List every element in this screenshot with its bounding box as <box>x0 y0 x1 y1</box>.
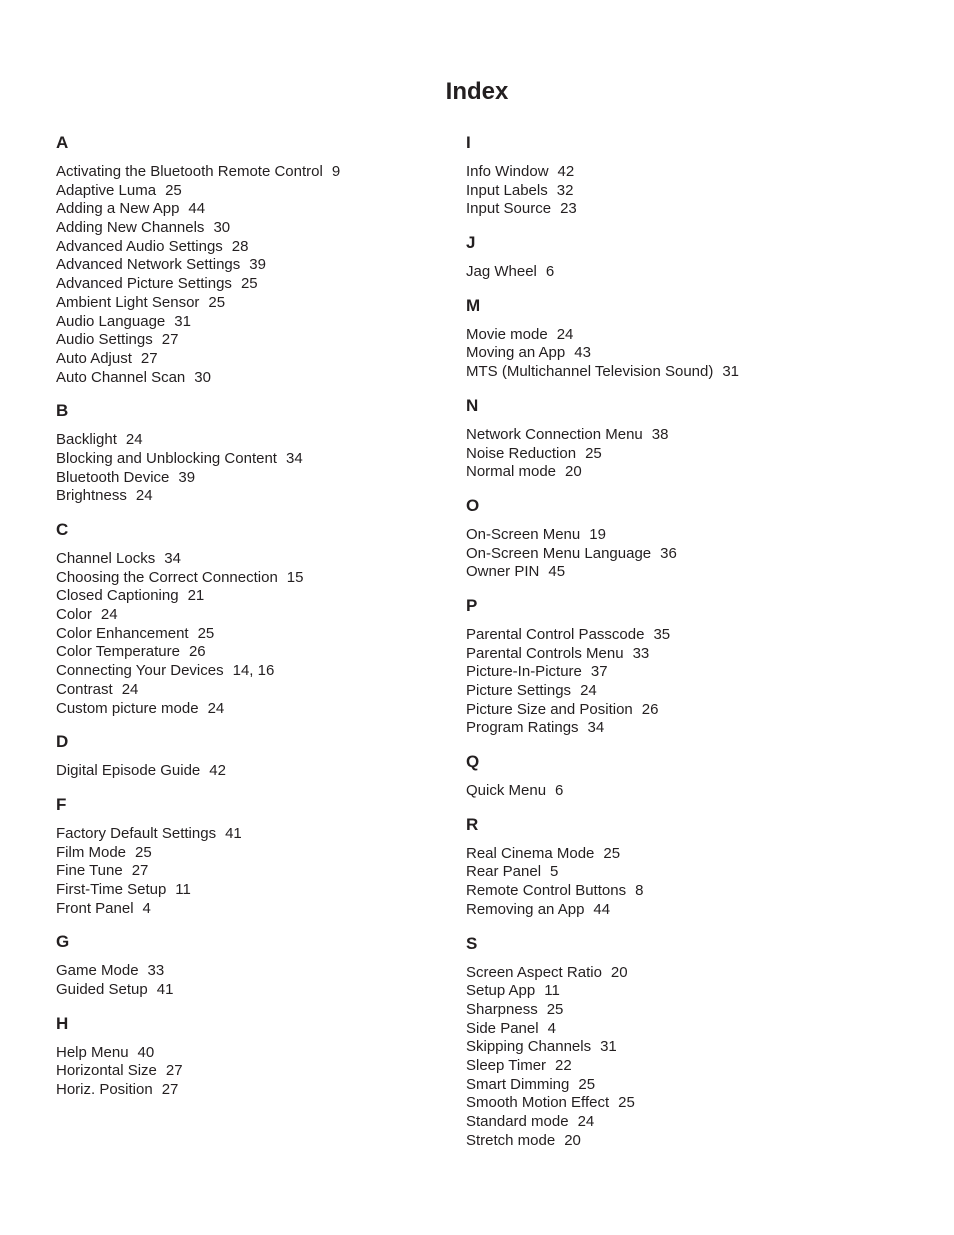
section-letter: J <box>466 233 476 253</box>
index-entry <box>56 825 476 844</box>
index-column-right <box>466 132 886 1163</box>
index-entry-page: 34 <box>587 719 605 737</box>
index-entry-page: 8 <box>635 882 644 900</box>
index-entry-list <box>466 626 886 738</box>
index-entry-page: 41 <box>156 981 174 998</box>
index-entry-term: Removing an App <box>466 900 585 918</box>
index-entry-term: Audio Language <box>56 312 166 330</box>
section-letter: O <box>466 495 480 515</box>
index-entry-page: 32 <box>556 181 574 199</box>
index-entry-page: 27 <box>165 1062 183 1080</box>
index-entry-page: 27 <box>161 1081 179 1099</box>
index-section-r <box>466 814 886 920</box>
index-entry-term: On-Screen Menu Language <box>466 544 652 562</box>
index-section-s <box>466 933 886 1151</box>
index-entry-term: Rear Panel <box>466 863 542 881</box>
index-entry <box>56 294 476 313</box>
index-entry <box>466 263 886 282</box>
index-entry-page: 28 <box>231 237 249 255</box>
index-entry-page: 4 <box>142 899 151 917</box>
index-entry-page: 19 <box>589 525 606 543</box>
index-entry-page: 34 <box>285 449 303 467</box>
index-entry-term: Auto Channel Scan <box>56 368 186 386</box>
section-letter: P <box>466 595 478 615</box>
index-section-h <box>56 1013 476 1100</box>
index-entry <box>56 587 476 606</box>
index-entry <box>56 625 476 644</box>
index-entry-term: Horizontal Size <box>56 1062 157 1080</box>
index-entry-term: Parental Controls Menu <box>466 644 624 662</box>
index-entry <box>56 350 476 369</box>
index-entry-page: 42 <box>209 762 226 780</box>
index-entry-term: Adding New Channels <box>56 219 205 237</box>
index-entry-term: Connecting Your Devices <box>56 662 224 680</box>
index-entry-list <box>466 964 886 1151</box>
index-entry <box>56 1062 476 1081</box>
index-column-left <box>56 132 476 1113</box>
index-entry-page: 24 <box>580 682 597 699</box>
index-entry <box>466 682 886 701</box>
index-entry-page: 38 <box>651 425 669 443</box>
index-entry <box>56 900 476 919</box>
index-section-m <box>466 295 886 382</box>
index-entry-term: First-Time Setup <box>56 880 167 898</box>
index-entry <box>466 545 886 564</box>
index-entry <box>56 313 476 332</box>
index-entry-list <box>56 962 476 999</box>
index-entry-term: Network Connection Menu <box>466 425 643 443</box>
index-entry-page: 40 <box>137 1043 155 1061</box>
index-entry <box>56 182 476 201</box>
section-letter: I <box>466 133 471 152</box>
index-section-q <box>466 751 886 801</box>
index-entry-page: 25 <box>135 843 152 861</box>
section-letter: B <box>56 401 69 421</box>
index-entry-page: 24 <box>207 699 225 717</box>
index-entry-page: 35 <box>653 625 671 643</box>
index-entry-page: 43 <box>574 344 591 362</box>
index-entry-term: Choosing the Correct Connection <box>56 568 278 586</box>
index-entry-page: 25 <box>585 444 602 462</box>
index-entry-term: Audio Settings <box>56 331 153 349</box>
index-section-o <box>466 495 886 582</box>
index-entry-term: Channel Locks <box>56 550 156 567</box>
index-entry-page: 22 <box>555 1056 572 1074</box>
index-entry-term: Fine Tune <box>56 862 123 880</box>
index-entry-term: Horiz. Position <box>56 1081 153 1099</box>
index-entry-page: 44 <box>188 200 206 218</box>
section-letter: Q <box>466 752 480 772</box>
index-entry-term: Side Panel <box>466 1019 539 1037</box>
index-entry <box>56 275 476 294</box>
index-entry-term: Moving an App <box>466 344 566 362</box>
index-entry-page: 25 <box>165 181 182 199</box>
section-letter: C <box>56 520 69 539</box>
index-entry <box>56 369 476 388</box>
index-entry <box>466 901 886 920</box>
index-entry-term: Remote Control Buttons <box>466 882 627 900</box>
index-entry-page: 27 <box>140 349 158 367</box>
index-entry-term: Setup App <box>466 982 536 1000</box>
index-entry-page: 39 <box>249 256 266 274</box>
index-entry-page: 25 <box>546 1000 564 1018</box>
index-entry-term: Owner PIN <box>466 563 540 581</box>
index-entry-page: 25 <box>208 293 226 311</box>
index-entry-term: Contrast <box>56 680 113 698</box>
index-entry <box>466 1001 886 1020</box>
index-entry <box>466 863 886 882</box>
index-entry <box>56 431 476 450</box>
index-entry <box>56 331 476 350</box>
index-entry-term: Picture-In-Picture <box>466 663 582 681</box>
index-entry <box>56 469 476 488</box>
index-entry-list <box>56 550 476 718</box>
index-entry-list <box>466 263 886 282</box>
index-entry-term: Custom picture mode <box>56 699 199 717</box>
index-entry <box>466 163 886 182</box>
index-entry <box>466 882 886 901</box>
index-entry-page: 30 <box>213 219 231 237</box>
index-entry <box>466 626 886 645</box>
index-entry <box>56 1081 476 1100</box>
index-entry-list <box>56 762 476 781</box>
index-section-n <box>466 395 886 482</box>
index-entry-list <box>466 326 886 382</box>
index-entry <box>466 645 886 664</box>
index-entry-term: Digital Episode Guide <box>56 762 201 780</box>
index-entry-term: Skipping Channels <box>466 1038 592 1056</box>
index-entry-term: Noise Reduction <box>466 444 577 462</box>
index-entry-page: 24 <box>100 606 118 624</box>
index-entry <box>466 845 886 864</box>
index-entry-term: Input Source <box>466 200 552 218</box>
index-entry <box>466 326 886 345</box>
index-entry-page: 37 <box>590 663 608 681</box>
section-letter: N <box>466 395 479 415</box>
index-entry-page: 26 <box>188 643 206 661</box>
index-entry-term: Program Ratings <box>466 719 579 737</box>
index-entry-page: 27 <box>131 862 149 880</box>
index-entry <box>56 643 476 662</box>
index-section-j <box>466 232 886 282</box>
index-entry <box>56 238 476 257</box>
index-entry <box>56 844 476 863</box>
index-entry-term: Sharpness <box>466 1000 538 1018</box>
index-entry-term: Advanced Network Settings <box>56 256 241 274</box>
index-entry <box>56 762 476 781</box>
index-entry-term: Standard mode <box>466 1113 569 1130</box>
index-entry-list <box>466 845 886 920</box>
index-entry <box>56 550 476 569</box>
index-entry-term: Activating the Bluetooth Remote Control <box>56 163 323 180</box>
index-entry <box>466 982 886 1001</box>
index-entry <box>56 700 476 719</box>
index-entry <box>56 163 476 182</box>
index-entry-page: 27 <box>161 331 179 349</box>
index-entry-term: Blocking and Unblocking Content <box>56 449 277 467</box>
index-entry-list <box>56 431 476 506</box>
index-entry-term: Closed Captioning <box>56 587 179 605</box>
index-entry <box>466 1020 886 1039</box>
index-entry-term: Brightness <box>56 487 127 505</box>
index-entry-term: Picture Size and Position <box>466 700 633 718</box>
index-entry <box>466 964 886 983</box>
index-entry <box>56 450 476 469</box>
index-entry-page: 24 <box>135 487 153 505</box>
index-entry-term: Sleep Timer <box>466 1056 547 1074</box>
index-entry-term: Bluetooth Device <box>56 468 170 486</box>
index-entry-page: 31 <box>600 1038 617 1056</box>
index-entry <box>56 256 476 275</box>
index-entry <box>466 463 886 482</box>
index-entry-page: 42 <box>557 163 575 180</box>
index-entry-list <box>466 526 886 582</box>
index-entry-term: Guided Setup <box>56 981 148 998</box>
index-entry-page: 6 <box>545 263 555 281</box>
index-entry-page: 9 <box>331 163 341 180</box>
index-entry-page: 33 <box>147 962 165 980</box>
index-entry-term: Color Temperature <box>56 643 180 661</box>
index-entry-term: On-Screen Menu <box>466 525 581 543</box>
index-entry-page: 23 <box>560 200 577 218</box>
index-entry-term: Game Mode <box>56 962 139 980</box>
index-entry-term: Jag Wheel <box>466 263 537 281</box>
index-entry-term: Real Cinema Mode <box>466 844 595 862</box>
index-entry <box>466 1094 886 1113</box>
index-entry-term: Advanced Picture Settings <box>56 275 232 293</box>
index-entry-page: 25 <box>618 1094 635 1112</box>
index-entry-term: Input Labels <box>466 181 548 199</box>
index-entry <box>466 701 886 720</box>
index-entry-page: 24 <box>121 680 139 698</box>
index-entry-term: Factory Default Settings <box>56 824 217 842</box>
index-entry <box>56 487 476 506</box>
index-entry-term: Smart Dimming <box>466 1075 570 1093</box>
index-entry <box>466 1132 886 1151</box>
index-entry-term: Smooth Motion Effect <box>466 1094 610 1112</box>
index-entry-term: Front Panel <box>56 899 134 917</box>
section-letter: A <box>56 133 69 152</box>
index-entry-term: Info Window <box>466 163 549 180</box>
index-entry-term: Advanced Audio Settings <box>56 237 223 255</box>
index-entry <box>466 363 886 382</box>
index-entry-page: 24 <box>577 1113 595 1130</box>
index-entry-page: 20 <box>564 1131 581 1149</box>
index-entry-page: 31 <box>174 312 191 330</box>
index-section-c <box>56 519 476 718</box>
section-letter: M <box>466 295 481 315</box>
index-entry-list <box>466 426 886 482</box>
index-entry-page: 4 <box>547 1019 556 1037</box>
section-letter: S <box>466 933 478 953</box>
index-entry <box>56 569 476 588</box>
index-entry-page: 25 <box>578 1075 596 1093</box>
index-entry-list <box>56 163 476 387</box>
index-entry <box>56 1044 476 1063</box>
index-entry-list <box>56 825 476 918</box>
index-entry <box>56 981 476 1000</box>
index-entry-term: Normal mode <box>466 463 557 481</box>
index-entry <box>466 526 886 545</box>
index-entry-page: 24 <box>556 325 574 343</box>
index-entry-term: Adding a New App <box>56 200 180 218</box>
index-entry <box>466 719 886 738</box>
index-entry <box>466 200 886 219</box>
index-entry-page: 21 <box>187 587 205 605</box>
index-entry-page: 11 <box>544 982 560 1000</box>
index-entry <box>56 881 476 900</box>
index-entry-page: 25 <box>240 275 258 293</box>
index-entry <box>466 563 886 582</box>
index-entry-page: 11 <box>175 880 191 898</box>
index-entry-term: Auto Adjust <box>56 349 132 367</box>
index-entry-term: Help Menu <box>56 1043 129 1061</box>
index-entry-term: MTS (Multichannel Television Sound) <box>466 363 714 381</box>
index-entry <box>466 782 886 801</box>
index-section-d <box>56 731 476 781</box>
section-letter: F <box>56 794 67 814</box>
index-entry <box>56 200 476 219</box>
index-entry-term: Adaptive Luma <box>56 181 157 199</box>
section-letter: H <box>56 1013 69 1033</box>
index-entry <box>466 426 886 445</box>
index-entry <box>56 962 476 981</box>
index-section-b <box>56 400 476 506</box>
index-entry-page: 20 <box>610 963 628 981</box>
index-entry-term: Film Mode <box>56 843 127 861</box>
index-entry-page: 20 <box>565 463 582 481</box>
index-entry-page: 45 <box>548 563 566 581</box>
index-entry-list <box>466 163 886 219</box>
index-entry-list <box>466 782 886 801</box>
index-section-f <box>56 794 476 918</box>
index-section-g <box>56 931 476 999</box>
index-entry <box>466 663 886 682</box>
index-entry-page: 26 <box>641 700 659 718</box>
index-entry-term: Parental Control Passcode <box>466 625 645 643</box>
index-entry-page: 41 <box>225 824 242 842</box>
index-entry-page: 25 <box>603 844 621 862</box>
section-letter: G <box>56 932 70 952</box>
index-entry-term: Ambient Light Sensor <box>56 293 200 311</box>
index-entry <box>56 681 476 700</box>
index-entry <box>466 1076 886 1095</box>
index-entry-list <box>56 1044 476 1100</box>
page-title: Index <box>445 78 509 105</box>
index-entry-page: 25 <box>197 624 215 642</box>
index-entry <box>56 862 476 881</box>
section-letter: D <box>56 732 69 752</box>
index-entry-page: 44 <box>593 900 611 918</box>
index-entry <box>466 182 886 201</box>
index-entry <box>56 662 476 681</box>
index-entry-page: 34 <box>164 550 181 567</box>
index-entry-page: 14, 16 <box>232 662 275 680</box>
index-entry-page: 24 <box>125 431 143 449</box>
index-entry <box>466 1038 886 1057</box>
section-letter: R <box>466 814 479 834</box>
index-entry-page: 6 <box>555 782 564 800</box>
index-section-i <box>466 132 886 219</box>
index-entry-term: Color <box>56 606 92 624</box>
index-entry <box>466 1057 886 1076</box>
index-entry-page: 5 <box>550 863 559 881</box>
index-entry <box>466 1113 886 1132</box>
index-entry-term: Picture Settings <box>466 682 572 699</box>
index-entry <box>56 219 476 238</box>
index-entry-page: 33 <box>632 644 650 662</box>
index-entry-page: 39 <box>178 468 196 486</box>
index-entry-page: 15 <box>286 568 304 586</box>
index-entry <box>466 344 886 363</box>
index-entry <box>56 606 476 625</box>
index-entry-page: 36 <box>660 544 677 562</box>
index-section-p <box>466 595 886 738</box>
index-entry-term: Movie mode <box>466 325 548 343</box>
index-entry-page: 30 <box>194 368 211 386</box>
index-entry-term: Screen Aspect Ratio <box>466 963 602 981</box>
index-entry-term: Color Enhancement <box>56 624 189 642</box>
index-entry-term: Stretch mode <box>466 1131 556 1149</box>
index-entry-term: Backlight <box>56 431 117 449</box>
index-section-a <box>56 132 476 387</box>
index-entry <box>466 445 886 464</box>
index-entry-term: Quick Menu <box>466 782 547 800</box>
index-entry-page: 31 <box>722 363 740 381</box>
